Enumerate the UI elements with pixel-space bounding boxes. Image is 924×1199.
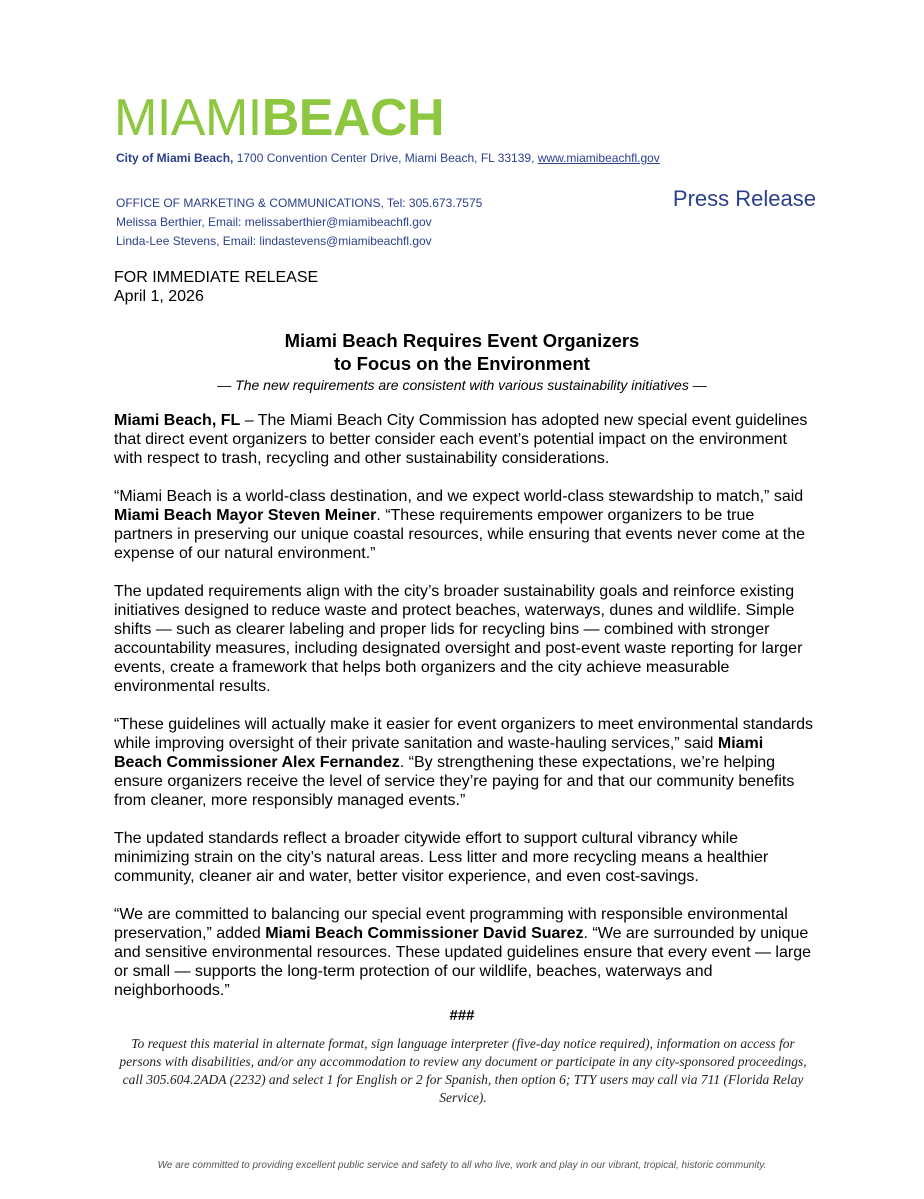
headline-line-1: Miami Beach Requires Event Organizers bbox=[284, 330, 640, 351]
paragraph-1-text: – The Miami Beach City Commission has adopted new special event guidelines that direct event organizers to better consider each event’s potential impact on the environment with respect to trash, recycling and other sustainability considerations. bbox=[114, 412, 808, 467]
article-body bbox=[114, 411, 814, 1000]
paragraph-6 bbox=[114, 905, 814, 1000]
speaker-suarez: Miami Beach Commissioner David Suarez bbox=[265, 925, 584, 942]
paragraph-6-text-a: “We are committed to balancing our special event programming with responsible environmental preservation,” added bbox=[114, 906, 788, 942]
office-name: OFFICE OF MARKETING & COMMUNICATIONS, Tel: 305.673.7575 bbox=[116, 196, 483, 210]
contact-linda-lee: Linda-Lee Stevens, Email: lindastevens@miamibeachfl.gov bbox=[116, 234, 432, 248]
paragraph-3: The updated requirements align with the city’s broader sustainability goals and reinforce existing initiatives designed to reduce waste and protect beaches, waterways, dunes and wildlife. Simple shifts — such as clearer labeling and proper lids for recycling bins — combined with stronger accountability measures, including designated oversight and post-event waste reporting for larger events, create a framework that helps both organizers and the city achieve measurable environmental results. bbox=[114, 583, 803, 695]
paragraph-2 bbox=[114, 487, 814, 563]
speaker-fernandez: Miami Beach Commissioner Alex Fernandez bbox=[114, 735, 764, 771]
accessibility-notice: To request this material in alternate format, sign language interpreter (five-day notice required), information on access for persons with disabilities, and/or any accommodation to review any document or participate in any city-sponsored proceedings, call 305.604.2ADA (2232) and select 1 for English or 2 for Spanish, then option 6; TTY users may call via 711 (Florida Relay Service). bbox=[119, 1036, 807, 1105]
miami-beach-logo bbox=[114, 89, 445, 147]
city-address: 1700 Convention Center Drive, Miami Beach, FL 33139, bbox=[233, 151, 538, 165]
headline-line-2: to Focus on the Environment bbox=[334, 353, 590, 374]
footer-tagline: We are committed to providing excellent public service and safety to all who live, work and play in our vibrant, tropical, historic community. bbox=[157, 1160, 767, 1171]
subheadline: — The new requirements are consistent with various sustainability initiatives — bbox=[217, 377, 707, 393]
paragraph-4-text-b: . “By strengthening these expectations, we’re helping ensure organizers receive the level of service they’re paying for and that our community benefits from cleaner, more responsibly managed events.” bbox=[114, 754, 795, 809]
contact-melissa: Melissa Berthier, Email: melissaberthier@miamibeachfl.gov bbox=[116, 215, 432, 229]
release-date: April 1, 2026 bbox=[114, 288, 204, 305]
city-address-line bbox=[116, 151, 660, 165]
paragraph-4-text-a: “These guidelines will actually make it easier for event organizers to meet environmental standards while improving oversight of their private sanitation and waste-hauling services,” said bbox=[114, 716, 814, 752]
office-contacts bbox=[116, 194, 482, 251]
paragraph-2-text-a: “Miami Beach is a world-class destination, and we expect world-class stewardship to match,” said bbox=[114, 488, 804, 505]
paragraph-4 bbox=[114, 715, 814, 810]
dateline: Miami Beach, FL bbox=[114, 412, 241, 429]
release-label: FOR IMMEDIATE RELEASE bbox=[114, 269, 319, 286]
release-info bbox=[114, 268, 318, 306]
end-mark: ### bbox=[449, 1007, 475, 1024]
headline bbox=[0, 329, 924, 375]
city-name: City of Miami Beach, bbox=[116, 151, 234, 165]
speaker-mayor: Miami Beach Mayor Steven Meiner bbox=[114, 507, 377, 524]
press-release-label: Press Release bbox=[672, 186, 816, 211]
logo-miami: MIAMI bbox=[114, 89, 262, 147]
paragraph-2-text-b: . “These requirements empower organizers to be true partners in preserving our unique coastal resources, while ensuring that events never come at the expense of our natural environment.” bbox=[114, 507, 806, 562]
paragraph-5: The updated standards reflect a broader citywide effort to support cultural vibrancy while minimizing strain on the city’s natural areas. Less litter and more recycling means a healthier community, cleaner air and water, better visitor experience, and even cost-savings. bbox=[114, 830, 769, 885]
paragraph-6-text-b: . “We are surrounded by unique and sensitive environmental resources. These updated guidelines ensure that every event — large or small — supports the long-term protection of our wildlife, beaches, waterways and neighborhoods.” bbox=[114, 925, 812, 999]
paragraph-1 bbox=[114, 411, 814, 468]
city-website-link[interactable]: www.miamibeachfl.gov bbox=[537, 151, 660, 165]
logo-beach: BEACH bbox=[261, 89, 445, 147]
